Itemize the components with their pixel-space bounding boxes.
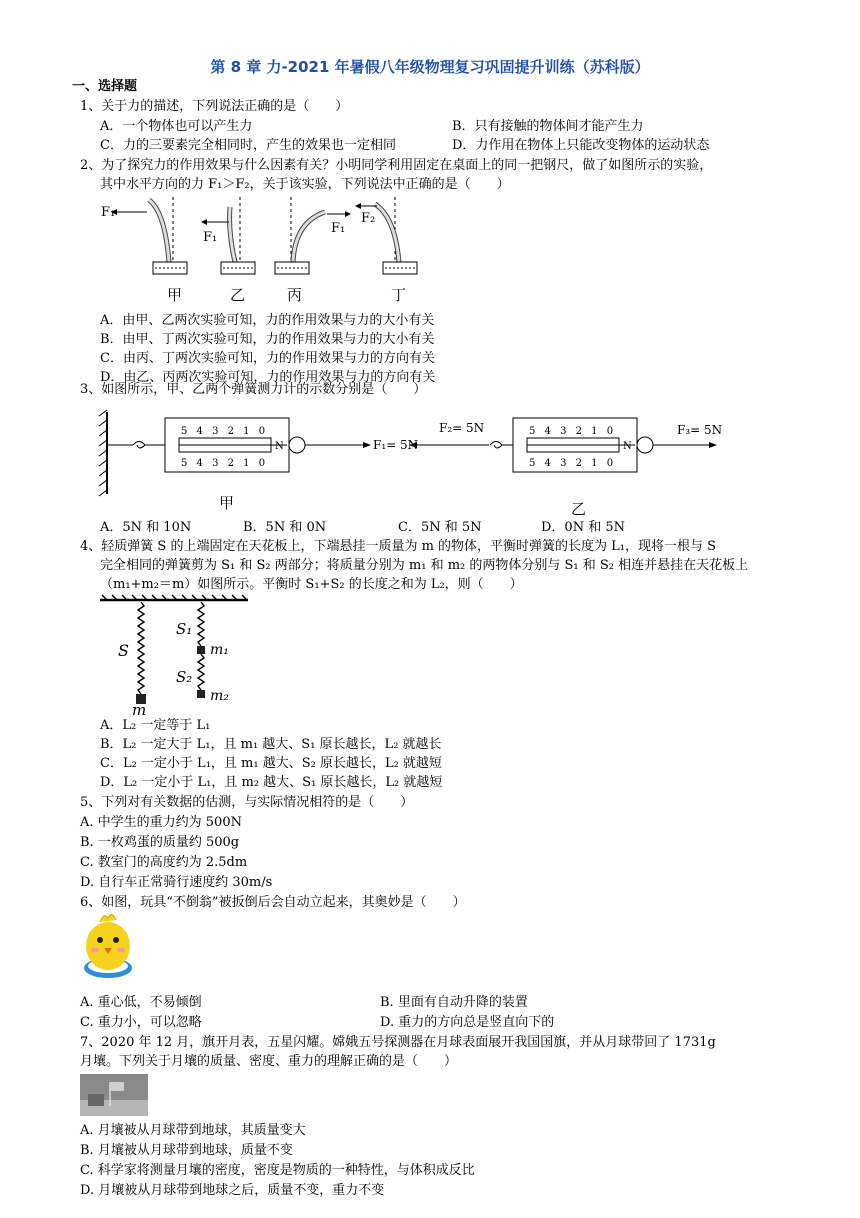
q1-option-a: A．一个物体也可以产生力: [100, 119, 253, 134]
q5-option-a: A. 中学生的重力约为 500N: [80, 815, 242, 830]
scale-label-yi: 乙: [571, 500, 587, 516]
q4-option-b: B．L₂ 一定大于 L₁，且 m₁ 越大、S₁ 原长越长，L₂ 就越长: [100, 737, 442, 752]
mass-m2-label: m₂: [210, 688, 229, 704]
mass-m1-label: m₁: [210, 642, 229, 658]
fig-label-yi: 乙: [230, 286, 246, 304]
q2-option-a: A．由甲、乙两次实验可知，力的作用效果与力的大小有关: [100, 313, 435, 328]
q3-option-b: B．5N 和 0N: [243, 520, 327, 535]
spring-s2-label: S₂: [176, 668, 193, 686]
spring-s1-label: S₁: [176, 620, 193, 638]
q6-option-a: A. 重心低，不易倾倒: [80, 995, 202, 1010]
scale-a-bottom-ticks: 5 4 3 2 1 0: [181, 458, 269, 469]
force-label-3: F₁: [331, 221, 346, 236]
force-label-1: F₁: [101, 205, 116, 220]
q7-option-d: D. 月壤被从月球带到地球之后，质量不变，重力不变: [80, 1183, 385, 1198]
q1-option-d: D．力作用在物体上只能改变物体的运动状态: [452, 138, 710, 153]
q1-stem: 1、关于力的描述，下列说法正确的是（ ）: [80, 99, 349, 114]
q3-option-c: C．5N 和 5N: [398, 520, 482, 535]
q5-stem: 5、下列对有关数据的估测，与实际情况相符的是（ ）: [80, 795, 414, 810]
q4-stem-1: 4、轻质弹簧 S 的上端固定在天花板上，下端悬挂一质量为 m 的物体，平衡时弹簧的长度为 L₁，现将一根与 S: [80, 539, 717, 554]
force-f1-label: F₁= 5N: [373, 438, 419, 452]
q7-stem-2: 月壤。下列关于月壤的质量、密度、重力的理解正确的是（ ）: [80, 1054, 458, 1069]
q6-option-b: B. 里面有自动升降的装置: [380, 995, 528, 1010]
spring-scale-figure: [95, 404, 735, 516]
q1-option-b: B．只有接触的物体间才能产生力: [452, 119, 644, 134]
q3-option-d: D．0N 和 5N: [541, 520, 625, 535]
fig-label-jia: 甲: [167, 286, 183, 304]
q2-option-b: B．由甲、丁两次实验可知，力的作用效果与力的大小有关: [100, 332, 435, 347]
tumbler-toy-image: [80, 910, 136, 982]
q3-stem: 3、如图所示，甲、乙两个弹簧测力计的示数分别是（ ）: [80, 382, 427, 397]
spring-s-label: S: [118, 641, 129, 660]
moon-flag-photo: [80, 1074, 148, 1116]
q3-option-a: A．5N 和 10N: [100, 520, 192, 535]
q6-option-d: D. 重力的方向总是竖直向下的: [380, 1015, 555, 1030]
q4-option-c: C．L₂ 一定小于 L₁，且 m₁ 越大、S₂ 原长越长，L₂ 就越短: [100, 756, 442, 771]
q4-stem-3: （m₁+m₂＝m）如图所示。平衡时 S₁+S₂ 的长度之和为 L₂，则（ ）: [100, 577, 523, 592]
scale-a-unit: N: [275, 441, 284, 452]
section-heading: 一、选择题: [72, 79, 138, 94]
q4-option-a: A．L₂ 一定等于 L₁: [100, 718, 211, 733]
q5-option-b: B. 一枚鸡蛋的质量约 500g: [80, 835, 240, 850]
scale-b-unit: N: [623, 441, 632, 452]
force-label-4: F₂: [361, 211, 376, 226]
q2-stem-2: 其中水平方向的力 F₁＞F₂，关于该实验，下列说法中正确的是（ ）: [100, 177, 510, 192]
mass-m-label: m: [132, 701, 147, 716]
scale-label-jia: 甲: [219, 494, 235, 512]
scale-b-bottom-ticks: 5 4 3 2 1 0: [529, 458, 617, 469]
q7-stem-1: 7、2020 年 12 月，旗开月表，五星闪耀。嫦娥五号探测器在月球表面展开我国国旗，并从月球带回了 1731g: [80, 1035, 716, 1050]
page-title: 第 8 章 力-2021 年暑假八年级物理复习巩固提升训练（苏科版）: [210, 58, 650, 76]
q2-stem-1: 2、为了探究力的作用效果与什么因素有关？小明同学利用固定在桌面上的同一把钢尺，做了如图所示的实验，: [80, 158, 713, 173]
hanging-springs-figure: [98, 594, 268, 716]
q7-option-b: B. 月壤被从月球带到地球，质量不变: [80, 1143, 293, 1158]
ruler-experiment-figure: [95, 192, 435, 307]
force-f2-label: F₂= 5N: [439, 421, 485, 435]
q5-option-c: C. 教室门的高度约为 2.5dm: [80, 855, 248, 870]
q6-option-c: C. 重力小，可以忽略: [80, 1015, 202, 1030]
q4-stem-2: 完全相同的弹簧剪为 S₁ 和 S₂ 两部分；将质量分别为 m₁ 和 m₂ 的两物体分别与 S₁ 和 S₂ 相连并悬挂在天花板上: [100, 558, 749, 573]
q7-option-a: A. 月壤被从月球带到地球，其质量变大: [80, 1123, 306, 1138]
fig-label-bing: 丙: [287, 286, 303, 304]
scale-b-top-ticks: 5 4 3 2 1 0: [529, 426, 617, 437]
q6-stem: 6、如图，玩具“不倒翁”被扳倒后会自动立起来，其奥妙是（ ）: [80, 895, 466, 910]
q7-option-c: C. 科学家将测量月壤的密度，密度是物质的一种特性，与体积成反比: [80, 1163, 475, 1178]
q2-option-c: C．由丙、丁两次实验可知，力的作用效果与力的方向有关: [100, 351, 435, 366]
q2-option-d: D．由乙、丙两次实验可知，力的作用效果与力的方向有关: [100, 370, 436, 385]
q1-option-c: C．力的三要素完全相同时，产生的效果也一定相同: [100, 138, 396, 153]
scale-a-top-ticks: 5 4 3 2 1 0: [181, 426, 269, 437]
fig-label-ding: 丁: [391, 286, 407, 304]
q4-option-d: D．L₂ 一定小于 L₁，且 m₂ 越大、S₁ 原长越长，L₂ 就越短: [100, 775, 443, 790]
force-label-2: F₁: [203, 230, 218, 245]
force-f3-label: F₃= 5N: [677, 423, 723, 437]
q5-option-d: D. 自行车正常骑行速度约 30m/s: [80, 875, 273, 890]
